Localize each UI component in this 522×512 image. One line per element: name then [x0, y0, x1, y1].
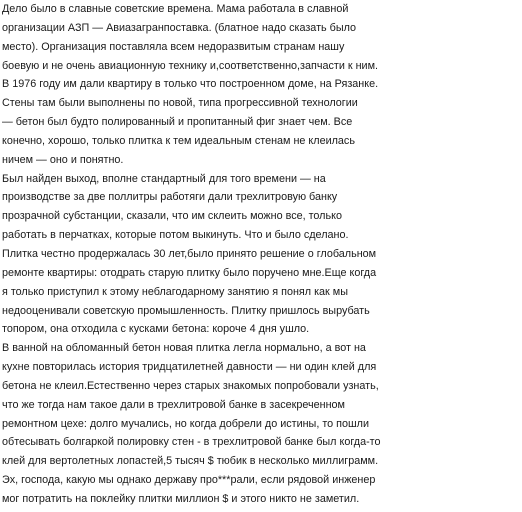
story-line: конечно, хорошо, только плитка к тем идеальным стенам не клеилась	[2, 134, 355, 147]
story-line: ничем — оно и понятно.	[2, 153, 124, 166]
story-line: бетона не клеил.Естественно через старых знакомых попробовали узнать,	[2, 379, 379, 392]
story-line: боевую и не очень авиационную технику и,соответственно,запчасти к ним.	[2, 59, 379, 72]
story-line: место). Организация поставляла всем недоразвитым странам нашу	[2, 40, 345, 53]
story-line: Был найден выход, вполне стандартный для того времени — на	[2, 172, 326, 185]
story-line: В 1976 году им дали квартиру в только что построенном доме, на Рязанке.	[2, 78, 379, 91]
story-line: работать в перчатках, которые потом выкинуть. Что и было сделано.	[2, 229, 349, 242]
story-line: обтесывать болгаркой полировку стен - в трехлитровой банке был когда-то	[2, 436, 381, 449]
story-line: Дело было в славные советские времена. Мама работала в славной	[2, 3, 349, 15]
story-line: прозрачной субстанции, сказали, что им склеить можно все, только	[2, 210, 342, 223]
story-line: мог потратить на поклейку плитки миллион $ и этого никто не заметил.	[2, 492, 360, 505]
story-line: я только приступил к этому неблагодарному занятию я понял как мы	[2, 285, 348, 298]
story-line: организации АЗП — Авиазагранпоставка. (блатное надо сказать было	[2, 21, 357, 34]
story-line: Стены там были выполнены по новой, типа прогрессивной технологии	[2, 97, 358, 110]
story-line: производстве за две поллитры работяги дали трехлитровую банку	[2, 191, 338, 204]
story-line: — бетон был будто полированный и пропитанный фиг знает чем. Все	[2, 116, 353, 129]
story-line: Плитка честно продержалась 30 лет,было принято решение о глобальном	[2, 247, 377, 260]
story-line: клей для вертолетных лопастей,5 тысяч $ тюбик в несколько миллиграмм.	[2, 455, 379, 468]
story-line: Эх, господа, какую мы однако державу про***рали, если рядовой инженер	[2, 474, 376, 487]
story-line: ремонте квартиры: отодрать старую плитку было поручено мне.Еще когда	[2, 266, 377, 279]
story-line: топором, она отходила с кусками бетона: короче 4 дня ушло.	[2, 323, 310, 336]
story-text-block	[2, 0, 522, 509]
story-line: кухне повторилась история тридцатилетней давности — ни один клей для	[2, 361, 377, 374]
story-line: В ванной на обломанный бетон новая плитка легла нормально, а вот на	[2, 342, 366, 355]
story-line: ремонтном цехе: долго мучались, но когда добрели до истины, то пошли	[2, 417, 369, 430]
story-line: недооценивали советскую промышленность. Плитку пришлось вырубать	[2, 304, 370, 317]
story-line: что же тогда нам такое дали в трехлитровой банке в засекреченном	[2, 398, 345, 411]
